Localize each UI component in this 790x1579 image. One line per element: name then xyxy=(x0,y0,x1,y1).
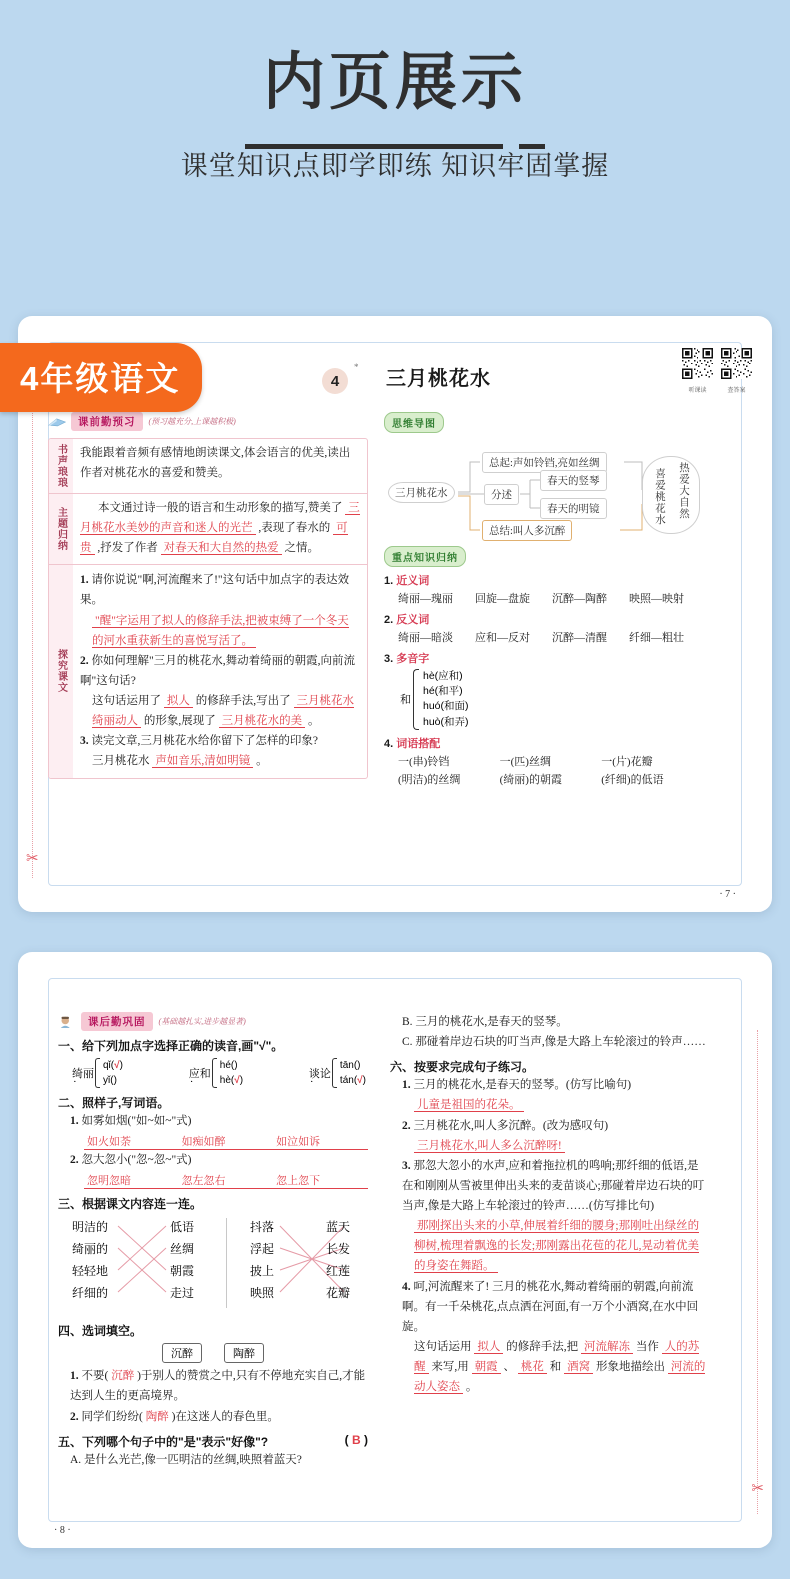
cut-line-left xyxy=(32,394,33,878)
preview-pill-label: 课前勤预习 xyxy=(71,412,143,431)
study-question-2 xyxy=(80,651,360,691)
match-group2-left xyxy=(250,1216,274,1304)
pron-word-1: 绮丽 · xyxy=(72,1065,94,1081)
ex6-2-a: 三月桃花水,叫人多么沉醉呀! xyxy=(414,1140,565,1153)
mindmap-right-cloud xyxy=(642,456,700,534)
c3-post: )花瓣 xyxy=(626,755,653,768)
qr-caption-listen: 听课读 xyxy=(688,388,707,394)
q2-answer-3: 三月桃花水的美 xyxy=(219,715,306,728)
ex6-4-mid2: 当作 xyxy=(635,1340,659,1353)
practice-pill-label: 课后勤巩固 xyxy=(81,1012,153,1031)
banner-subtitle: 课堂知识点即学即练 知识牢固掌握 xyxy=(180,151,610,181)
match-group1-left xyxy=(72,1216,108,1304)
lesson-number: 4 xyxy=(322,368,348,394)
keypoint-items-antonyms xyxy=(384,629,706,645)
polyphone-reading-4: huò(和弄) xyxy=(423,715,469,728)
exercise-6-heading: 六、按要求完成句子练习。 xyxy=(390,1060,535,1075)
page-number-7: · 7 · xyxy=(719,889,736,900)
kp2-item-3: 沉醉—清醒 xyxy=(552,632,607,644)
c6-post: )的低语 xyxy=(626,773,664,786)
preview-note: (预习越充分,上课越积极) xyxy=(148,417,236,426)
mindmap-branch-item-1: 春天的竖琴 xyxy=(540,470,607,491)
choice-box-1[interactable]: 沉醉 xyxy=(162,1343,202,1363)
q3-answer-1: 声如音乐,清如明镜 xyxy=(152,755,253,768)
row-text-reading: 我能跟着音频有感情地朗读课文,体会语言的优美,读出作者对桃花水的喜爱和赞美。 xyxy=(80,447,351,479)
keypoint-title-collocation xyxy=(384,735,706,751)
ex6-3-num: 3. xyxy=(402,1159,411,1172)
exercise-5-heading-row xyxy=(58,1433,368,1450)
study-question-1 xyxy=(80,570,360,610)
exercise-5-answer: B xyxy=(351,1432,361,1447)
collocation-line-2 xyxy=(384,771,706,787)
p3b-end: ) xyxy=(362,1075,366,1086)
page2-left-column xyxy=(58,1012,368,1512)
mindmap-branch-item-2: 春天的明镜 xyxy=(540,498,607,519)
c6-pre: ( xyxy=(601,773,605,786)
q3-text: 读完文章,三月桃花水给你留下了怎样的印象? xyxy=(91,735,318,748)
exercise-5-option-b[interactable]: B. 三月的桃花水,是春天的竖琴。 xyxy=(402,1016,568,1028)
m1l-3[interactable]: 轻轻地 xyxy=(72,1264,109,1279)
ex6-3-a: 那刚探出头来的小草,伸展着纤细的腰身;那刚吐出绿丝的柳树,梳理着飘逸的长发;那刚露出花苞的花儿,晃动着优美的身姿在舞蹈。 xyxy=(414,1220,700,1273)
ex2-2-a3: 忽上忽下 xyxy=(273,1172,368,1189)
ex6-2-q: 三月桃花水,叫人多沉醉。(改为感叹句) xyxy=(413,1119,609,1132)
ex6-4-lead: 这句话运用 xyxy=(414,1340,472,1353)
qr-code-icon xyxy=(721,348,752,379)
choice-box-2[interactable]: 陶醉 xyxy=(224,1343,264,1363)
lesson-title: 三月桃花水 xyxy=(386,368,491,390)
c4-pre: ( xyxy=(398,773,402,786)
ex6-4-a6: 酒窝 xyxy=(564,1361,593,1374)
pron-options-3[interactable] xyxy=(337,1058,366,1088)
keypoints-pill-label: 重点知识归纳 xyxy=(384,546,466,567)
exercise-5-option-c[interactable]: C. 那碰着岸边石块的叮当声,像是大路上车轮滚过的铃声…… xyxy=(402,1036,706,1049)
q2-mid-1: 的修辞手法,写出了 xyxy=(195,695,291,708)
exercise-5-heading: 五、下列哪个句子中的"是"表示"好像"? xyxy=(58,1434,269,1449)
m1l-2[interactable]: 绮丽的 xyxy=(72,1242,109,1257)
ex2-2-prompt: 忽大忽小("忽~忽~"式) xyxy=(81,1154,192,1167)
pron-options-1[interactable] xyxy=(100,1058,123,1088)
exercise-5-answer-paren: ( B ) xyxy=(344,1432,368,1447)
workbook-page-2 xyxy=(18,952,772,1548)
banner-title: 内页展示 xyxy=(262,48,527,117)
polyphone-reading-3: huó(和面) xyxy=(423,700,469,713)
theme-answer-3: 对春天和大自然的热爱 xyxy=(161,542,282,555)
c1-word: 串 xyxy=(412,755,424,768)
kp1-label: 近义词 xyxy=(396,575,430,587)
p1a-end: ) xyxy=(119,1060,123,1071)
row-label-reading: 书声琅琅 xyxy=(49,439,73,493)
exercise-2-heading: 二、照样子,写词语。 xyxy=(58,1096,170,1110)
p1a-py: qǐ( xyxy=(103,1060,115,1071)
polyphone-readings xyxy=(419,669,469,730)
c3-word: 片 xyxy=(615,755,627,768)
polyphone-char: 和 xyxy=(400,694,411,707)
kp2-item-4: 纤细—粗壮 xyxy=(629,632,684,644)
pron-group-1[interactable] xyxy=(72,1058,123,1088)
q2-tail: 。 xyxy=(308,715,320,728)
m2l-3[interactable]: 披上 xyxy=(250,1264,275,1279)
c1-pre: 一( xyxy=(398,755,413,768)
ex2-2-a1: 忽明忽暗 xyxy=(84,1172,179,1189)
exercise-4-item-1 xyxy=(58,1366,368,1406)
ex6-4-a7: 河流的动人姿态 xyxy=(414,1361,706,1394)
c5-pre: ( xyxy=(499,773,504,786)
student-icon xyxy=(58,1016,77,1028)
polyphone-group xyxy=(384,669,706,730)
kp3-label: 多音字 xyxy=(396,653,430,665)
ex4-2-pre: 同学们纷纷( xyxy=(81,1410,143,1423)
m1l-4[interactable]: 纤细的 xyxy=(72,1286,109,1301)
m2r-2[interactable]: 长发 xyxy=(326,1242,351,1257)
ex6-3-q: 那忽大忽小的水声,应和着拖拉机的鸣响;那纤细的低语,是在和刚刚从雪被里伸出头来的麦苗谈心;那碰着岸边石块的叮当声,像是大路上车轮滚过的铃声……(仿写排比句) xyxy=(402,1159,705,1212)
ex6-4-q: 呵,河流醒来了! 三月的桃花水,舞动着绮丽的朝霞,向前流啊。有一千朵桃花,点点洒在河面,有一万个小酒窝,在水中回旋。 xyxy=(402,1280,699,1333)
theme-tail: 之情。 xyxy=(284,541,319,554)
cut-line-right xyxy=(757,1030,758,1514)
pron-options-2[interactable] xyxy=(217,1058,243,1088)
theme-mid-1: ,表现了春水的 xyxy=(258,521,331,534)
exercise-6-answer-3 xyxy=(390,1216,708,1276)
ex2-1-a2: 如痴如醉 xyxy=(179,1133,274,1150)
p2a-py: hé( xyxy=(219,1060,235,1071)
keypoints-header xyxy=(384,546,706,567)
ex6-4-mid1: 的修辞手法,把 xyxy=(506,1340,579,1353)
p3a-py: tān( xyxy=(339,1060,358,1071)
preview-table xyxy=(48,438,368,779)
ex6-4-num: 4. xyxy=(402,1280,411,1293)
q3-tail: 。 xyxy=(256,755,268,768)
mindmap-total-start: 总起:声如铃铛,亮如丝绸 xyxy=(482,452,607,473)
kp2-num: 2. xyxy=(384,614,394,626)
ex6-1-num: 1. xyxy=(402,1079,411,1092)
exercise-1-heading: 一、给下列加点字选择正确的读音,画"√"。 xyxy=(58,1039,284,1053)
scissors-icon: ✂ xyxy=(26,851,39,867)
ex6-4-sep: 、 xyxy=(503,1361,515,1373)
ex6-4-a2: 河流解冻 xyxy=(581,1341,633,1354)
pron-group-3[interactable] xyxy=(309,1058,366,1088)
ex2-1-num: 1. xyxy=(70,1115,79,1127)
study-question-3 xyxy=(80,731,360,751)
table-row xyxy=(49,565,367,777)
q2-mid-2: 的形象,展现了 xyxy=(143,715,216,728)
m1r-1[interactable]: 低语 xyxy=(170,1220,195,1235)
qr-code-group xyxy=(682,348,752,397)
exercise-5-option-a[interactable]: A. 是什么光芒,像一匹明洁的丝绸,映照着蓝天? xyxy=(70,1453,302,1466)
kp4-num: 4. xyxy=(384,737,394,750)
exercise-1-groups xyxy=(58,1054,368,1088)
q2-text: 你如何理解"三月的桃花水,舞动着绮丽的朝霞,向前流啊"这句话? xyxy=(80,654,355,687)
kp1-item-1: 绮丽—瑰丽 xyxy=(398,593,453,605)
exercise-4-heading: 四、选词填空。 xyxy=(58,1324,143,1339)
m1r-3[interactable]: 朝霞 xyxy=(170,1264,195,1279)
qr-code-icon xyxy=(682,348,713,379)
match-group1-right xyxy=(170,1216,194,1304)
m2r-4[interactable]: 花瓣 xyxy=(326,1286,351,1301)
pron-group-2[interactable] xyxy=(189,1058,243,1088)
ex4-2-ans: 陶醉 xyxy=(145,1410,169,1423)
ex6-2-num: 2. xyxy=(402,1119,411,1132)
theme-lead: 本文通过诗一般的语言和生动形象的描写,赞美了 xyxy=(98,502,343,514)
pron-word-2: 应和 · xyxy=(189,1065,211,1081)
ex6-4-mid3: 来写,用 xyxy=(431,1361,469,1373)
lesson-star: * xyxy=(354,362,359,372)
study-answer-3 xyxy=(80,751,360,771)
qr-code-answers[interactable] xyxy=(721,348,752,397)
qr-code-listen[interactable] xyxy=(682,348,713,397)
kp1-item-2: 回旋—盘旋 xyxy=(475,593,530,605)
ex6-1-q: 三月的桃花水,是春天的竖琴。(仿写比喻句) xyxy=(413,1079,632,1092)
qr-caption-answers: 查答案 xyxy=(727,388,746,394)
table-row xyxy=(49,494,367,565)
exercise-3-matching[interactable] xyxy=(58,1216,368,1316)
polyphone-reading-2: hé(和平) xyxy=(423,685,463,698)
m1r-4[interactable]: 走过 xyxy=(170,1286,195,1301)
c1-post: )铃铛 xyxy=(423,755,450,768)
kp4-label: 词语搭配 xyxy=(396,737,441,750)
theme-answer-1: 三月桃花水美妙的声音和迷人的光芒 xyxy=(80,502,360,534)
page1-right-column xyxy=(384,412,706,876)
q3-num: 3. xyxy=(80,735,89,748)
mindmap-right-text-2: 喜爱桃花水 xyxy=(654,468,665,526)
workbook-page-1 xyxy=(18,316,772,912)
ex6-4-a1: 拟人 xyxy=(474,1341,503,1354)
ex2-2-num: 2. xyxy=(70,1154,79,1167)
q2-answer-1: 拟人 xyxy=(164,695,193,708)
pron-word-3: 谈论 · xyxy=(309,1065,331,1081)
page-number-8: · 8 · xyxy=(54,1525,71,1536)
p3a-end: ) xyxy=(357,1060,361,1071)
p1a-tick: √ xyxy=(114,1060,120,1071)
practice-note: (基础越扎实,进步越显著) xyxy=(158,1017,246,1026)
ex4-2-num: 2. xyxy=(70,1410,79,1423)
ex6-1-a: 儿童是祖国的花朵。 xyxy=(414,1099,524,1112)
kp2-label: 反义词 xyxy=(396,614,430,626)
m2r-1[interactable]: 蓝天 xyxy=(326,1220,351,1235)
ex6-4-mid5: 形象地描绘出 xyxy=(596,1361,665,1373)
kp2-item-2: 应和—反对 xyxy=(475,632,530,644)
theme-mid-2: ,抒发了作者 xyxy=(97,541,158,554)
exercise-6-answer-2 xyxy=(390,1136,708,1156)
scissors-icon: ✂ xyxy=(751,1481,764,1497)
exercise-2-answers-2 xyxy=(58,1172,368,1189)
keypoint-title-synonyms xyxy=(384,572,706,588)
exercise-6-answer-4 xyxy=(390,1337,708,1397)
c2-word: 匹 xyxy=(514,755,526,768)
ex2-1-prompt: 如雾如烟("如~如~"式) xyxy=(81,1115,192,1127)
m2l-2[interactable]: 浮起 xyxy=(250,1242,275,1257)
page-banner xyxy=(0,0,790,183)
q2-answer-2: 三月桃花水绮丽动人 xyxy=(92,695,354,728)
m2l-4[interactable]: 映照 xyxy=(250,1286,275,1301)
table-row xyxy=(49,439,367,494)
c4-post: )的丝绸 xyxy=(423,773,461,786)
ex6-4-a3: 人的苏醒 xyxy=(414,1340,700,1373)
m1l-1[interactable]: 明洁的 xyxy=(72,1220,109,1235)
match-group2-right xyxy=(326,1216,350,1304)
mindmap-total-end: 总结:叫人多沉醉 xyxy=(482,520,572,541)
q3-lead: 三月桃花水 xyxy=(92,755,150,768)
ex4-1-ans: 沉醉 xyxy=(111,1370,135,1383)
c3-pre: 一( xyxy=(601,755,616,768)
exercise-6-answer-1 xyxy=(390,1095,708,1115)
ex4-1-post: )于别人的赞赏之中,只有不停地充实自己,才能达到人生的更高境界。 xyxy=(70,1370,366,1403)
kp3-num: 3. xyxy=(384,653,394,665)
c2-post: )丝绸 xyxy=(525,755,551,768)
row-text-study xyxy=(73,565,367,777)
p3b-py: tán( xyxy=(339,1075,358,1086)
q1-num: 1. xyxy=(80,574,89,587)
study-answer-1 xyxy=(80,611,360,651)
kp1-num: 1. xyxy=(384,575,394,587)
row-label-theme: 主题归纳 xyxy=(49,494,73,564)
q1-text: 请你说说"啊,河流醒来了!"这句话中加点字的表达效果。 xyxy=(80,574,350,607)
page2-right-column xyxy=(390,1012,708,1512)
exercise-6-item-4 xyxy=(390,1277,708,1337)
row-text-theme xyxy=(73,494,367,564)
q1-answer: "醒"字运用了拟人的修辞手法,把被束缚了一个冬天的河水重获新生的喜悦写活了。 xyxy=(92,614,349,647)
m1r-2[interactable]: 丝绸 xyxy=(170,1242,195,1257)
p3b-tick: √ xyxy=(357,1075,363,1086)
q2-lead: 这句话运用了 xyxy=(92,695,161,708)
mindmap-pill-label: 思维导图 xyxy=(384,412,444,433)
p2b-tick: √ xyxy=(234,1075,240,1086)
c4-word: 明洁 xyxy=(401,773,424,786)
exercise-4-choices xyxy=(58,1343,368,1363)
kp1-item-4: 映照—映射 xyxy=(629,593,684,605)
p1b-py: yǐ( xyxy=(103,1075,114,1086)
keypoint-title-antonyms xyxy=(384,611,706,627)
m2l-1[interactable]: 抖落 xyxy=(250,1220,275,1235)
practice-section-header xyxy=(58,1012,368,1031)
mindmap-diagram xyxy=(384,438,706,544)
kp2-item-1: 绮丽—暗淡 xyxy=(398,632,453,644)
exercise-2-item-2 xyxy=(58,1150,368,1170)
keypoint-title-polyphone xyxy=(384,650,706,666)
ex2-1-a3: 如泣如诉 xyxy=(273,1133,368,1150)
exercise-2-item-1 xyxy=(58,1111,368,1131)
ex4-1-num: 1. xyxy=(70,1370,79,1383)
p2a-end: ) xyxy=(234,1060,238,1071)
p2b-end: ) xyxy=(239,1075,244,1086)
book-icon xyxy=(48,416,67,428)
ex4-1-pre: 不要( xyxy=(81,1370,109,1383)
ex2-1-a1: 如火如荼 xyxy=(84,1133,179,1150)
exercise-6-item-1 xyxy=(390,1075,708,1095)
q2-num: 2. xyxy=(80,654,89,667)
ex4-2-post: )在这迷人的春色里。 xyxy=(171,1410,279,1423)
exercise-6-item-3 xyxy=(390,1156,708,1216)
p1b-end: ) xyxy=(113,1075,117,1086)
ex6-4-a4: 朝霞 xyxy=(472,1361,501,1374)
match-divider xyxy=(226,1218,227,1308)
c6-word: 纤细 xyxy=(604,773,627,786)
polyphone-reading-1: hè(应和) xyxy=(423,670,463,682)
mindmap-root: 三月桃花水 xyxy=(388,482,455,503)
theme-answer-2: 可贵 xyxy=(80,521,348,554)
c5-post: )的朝霞 xyxy=(525,773,562,786)
p2b-py: hè( xyxy=(219,1075,235,1086)
keypoint-items-synonyms xyxy=(384,590,706,606)
mindmap-right-text-1: 热爱大自然 xyxy=(678,462,689,520)
exercise-3-heading: 三、根据课文内容连一连。 xyxy=(58,1197,203,1212)
ex6-4-tail: 。 xyxy=(465,1381,478,1394)
row-label-study: 探究课文 xyxy=(49,565,73,777)
grade-badge: 4年级语文 xyxy=(0,343,202,412)
collocation-line-1 xyxy=(384,753,706,769)
c2-pre: 一( xyxy=(499,755,515,768)
exercise-4-item-2 xyxy=(58,1407,368,1427)
m2r-3[interactable]: 红莲 xyxy=(326,1264,351,1279)
exercise-2-answers-1 xyxy=(58,1133,368,1150)
kp1-item-3: 沉醉—陶醉 xyxy=(552,593,607,605)
ex2-2-a2: 忽左忽右 xyxy=(179,1172,274,1189)
ex6-4-a5: 桃花 xyxy=(518,1361,547,1374)
ex6-4-mid4: 和 xyxy=(549,1361,562,1373)
page1-left-column xyxy=(48,412,368,876)
c5-word: 绮丽 xyxy=(503,773,526,786)
exercise-6-item-2 xyxy=(390,1116,708,1136)
study-answer-2 xyxy=(80,691,360,731)
preview-section-header xyxy=(48,412,368,431)
mindmap-branch-label: 分述 xyxy=(484,484,519,505)
